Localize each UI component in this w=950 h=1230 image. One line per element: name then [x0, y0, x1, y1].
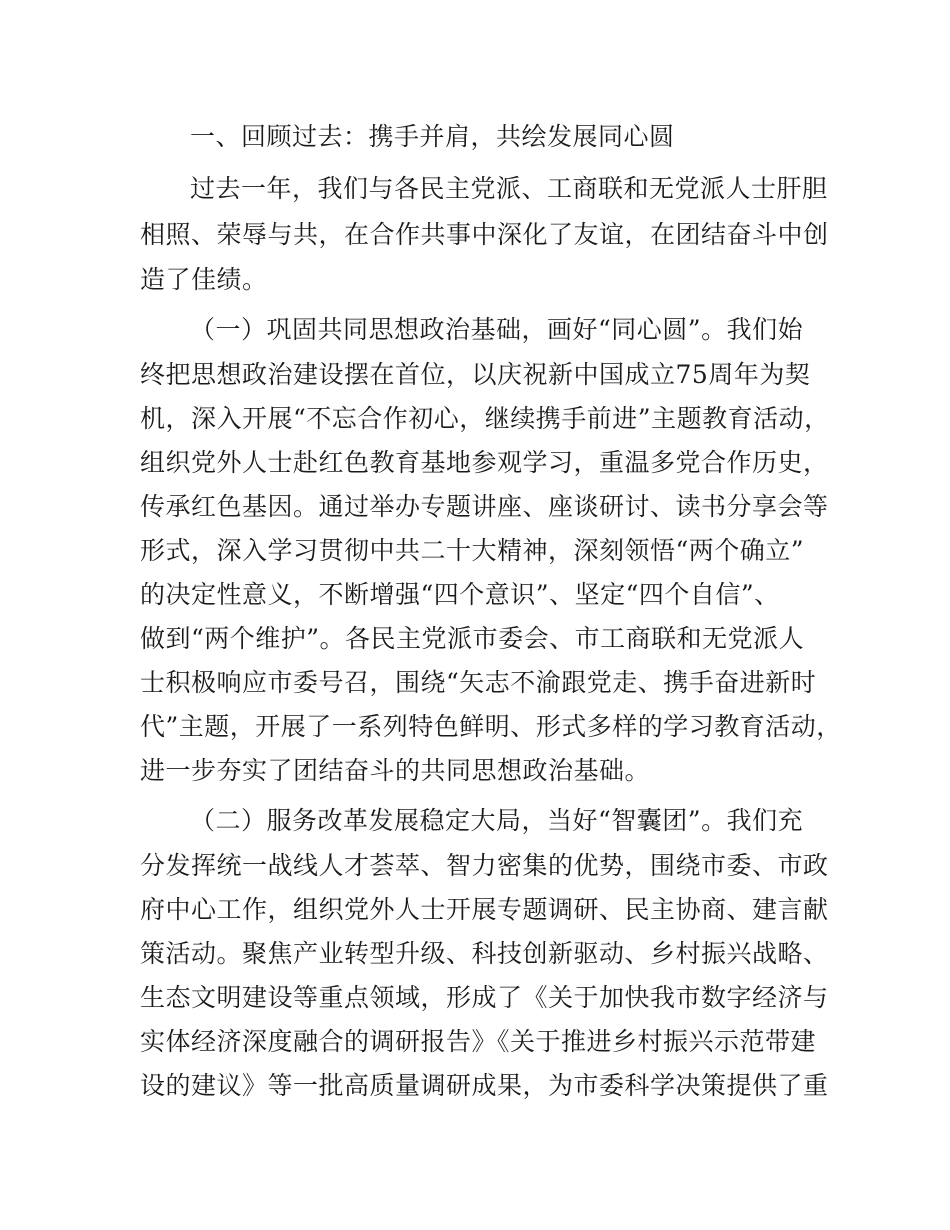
paragraph-3-line-5: 生态文明建设等重点领域，形成了《关于加快我市数字经济与 [140, 983, 829, 1012]
paragraph-2-line-8: 做到“两个维护”。各民主党派市委会、市工商联和无党派人 [140, 624, 805, 653]
paragraph-2-line-9: 士积极响应市委号召，围绕“矢志不渝跟党走、携手奋进新时 [140, 668, 817, 697]
paragraph-1-line-2: 相照、荣辱与共，在合作共事中深化了友谊，在团结奋斗中创 [140, 220, 829, 249]
paragraph-2-line-7: 的决定性意义，不断增强“四个意识”、坚定“四个自信”、 [140, 580, 780, 609]
paragraph-1-line-1: 过去一年，我们与各民主党派、工商联和无党派人士肝胆 [190, 174, 828, 203]
paragraph-2-line-5: 传承红色基因。通过举办专题讲座、座谈研讨、读书分享会等 [140, 492, 829, 521]
paragraph-3-line-4: 策活动。聚焦产业转型升级、科技创新驱动、乡村振兴战略、 [140, 939, 829, 968]
paragraph-3-line-3: 府中心工作，组织党外人士开展专题调研、民主协商、建言献 [140, 895, 829, 924]
paragraph-1-line-3: 造了佳绩。 [140, 265, 268, 294]
paragraph-2-line-4: 组织党外人士赴红色教育基地参观学习，重温多党合作历史， [140, 448, 829, 477]
paragraph-3-line-2: 分发挥统一战线人才荟萃、智力密集的优势，围绕市委、市政 [140, 851, 829, 880]
paragraph-3-line-6: 实体经济深度融合的调研报告》《关于推进乡村振兴示范带建 [140, 1027, 817, 1056]
paragraph-2-line-1: （一）巩固共同思想政治基础，画好“同心圆”。我们始 [190, 315, 804, 344]
paragraph-2-line-10: 代”主题，开展了一系列特色鲜明、形式多样的学习教育活动， [140, 712, 842, 741]
paragraph-2-line-3: 机，深入开展“不忘合作初心，继续携手前进”主题教育活动， [140, 404, 830, 433]
section-heading: 一、回顾过去：携手并肩，共绘发展同心圆 [190, 122, 675, 151]
paragraph-2-line-2: 终把思想政治建设摆在首位，以庆祝新中国成立75周年为契 [140, 360, 811, 389]
paragraph-3-line-7: 设的建议》等一批高质量调研成果，为市委科学决策提供了重 [140, 1071, 829, 1100]
paragraph-2-line-11: 进一步夯实了团结奋斗的共同思想政治基础。 [140, 756, 651, 785]
paragraph-3-line-1: （二）服务改革发展稳定大局，当好“智囊团”。我们充 [190, 806, 804, 835]
paragraph-2-line-6: 形式，深入学习贯彻中共二十大精神，深刻领悟“两个确立” [140, 536, 805, 565]
